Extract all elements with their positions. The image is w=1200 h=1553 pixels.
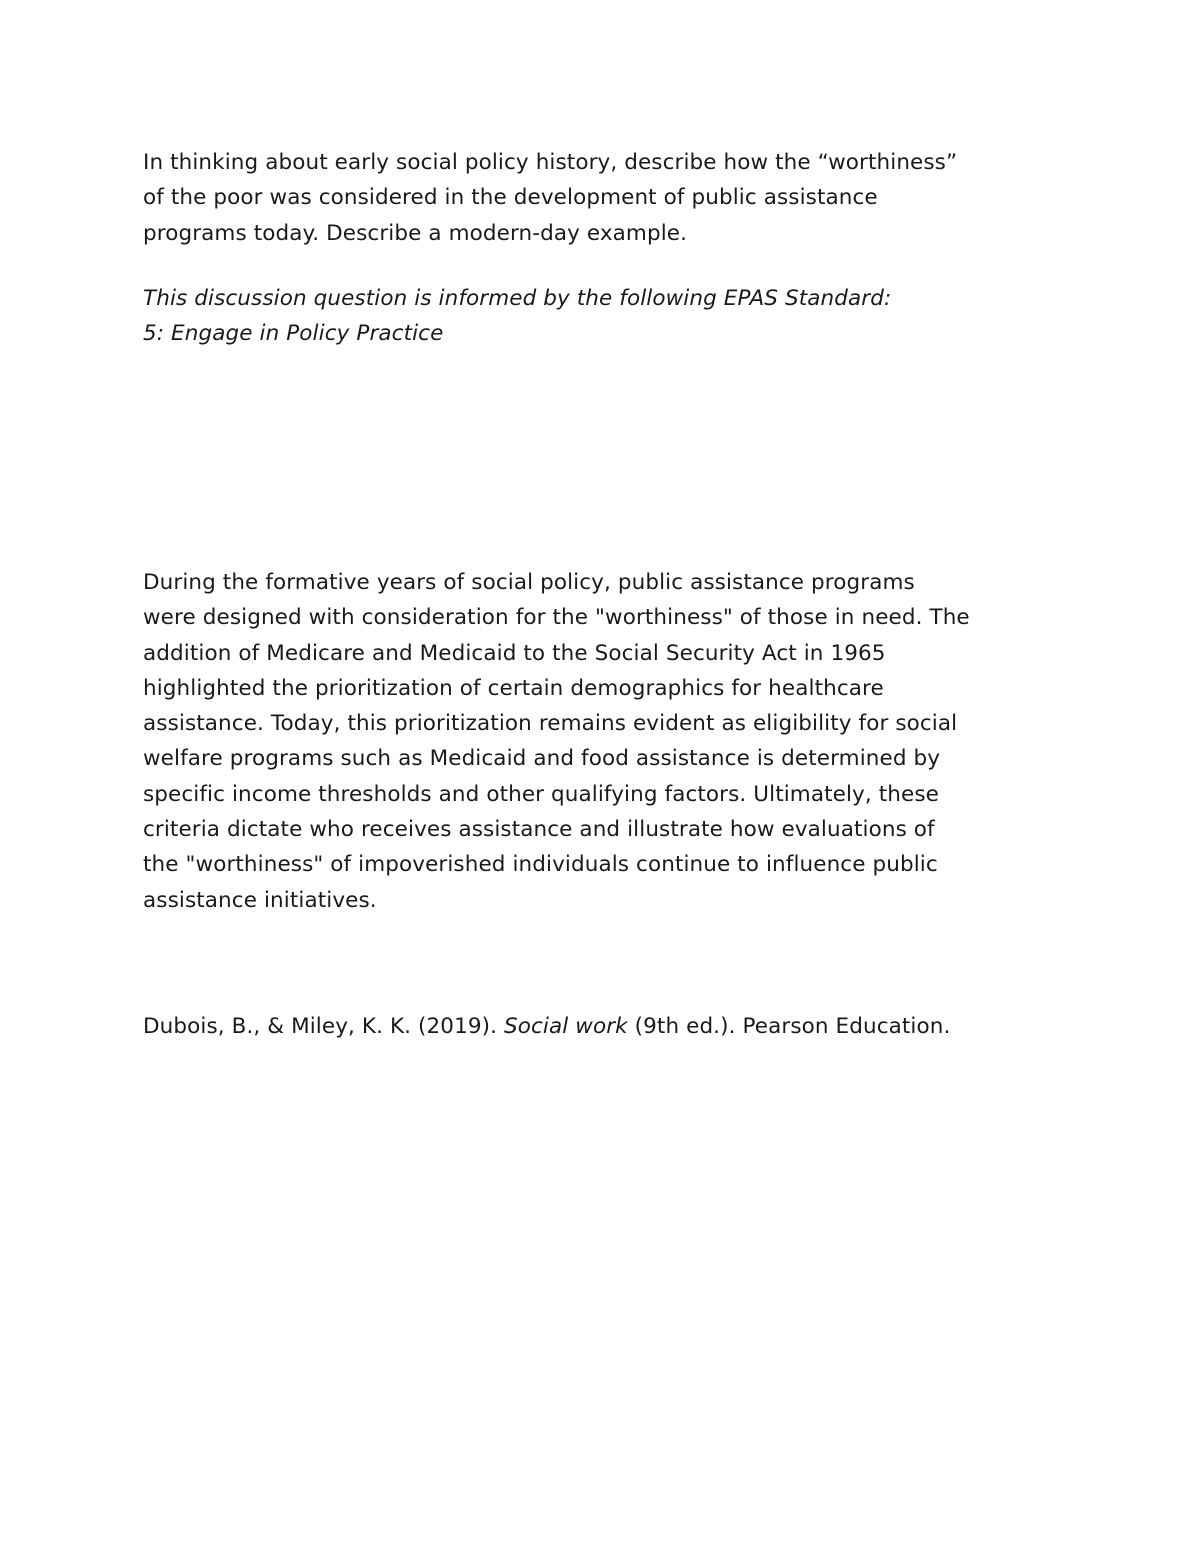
answer-line: criteria dictate who receives assistance and illustrate how evaluations of [143, 817, 935, 843]
citation-title: Social work [504, 1014, 628, 1039]
answer-paragraph [143, 565, 1073, 918]
answer-line: welfare programs such as Medicaid and food assistance is determined by [143, 746, 941, 772]
citation-line [143, 1009, 1073, 1044]
answer-line: assistance initiatives. [143, 887, 377, 913]
citation-details: (9th ed.). Pearson Education. [627, 1014, 951, 1039]
question-line: programs today. Describe a modern-day example. [143, 220, 688, 246]
question-line: of the poor was considered in the development of public assistance [143, 185, 878, 211]
reference-citation [143, 1009, 1073, 1044]
standard-line: 5: Engage in Policy Practice [143, 321, 444, 347]
answer-line: addition of Medicare and Medicaid to the Social Security Act in 1965 [143, 640, 886, 666]
discussion-question [143, 145, 1073, 251]
answer-line: During the formative years of social policy, public assistance programs [143, 570, 915, 595]
answer-line: were designed with consideration for the "worthiness" of those in need. The [143, 605, 970, 631]
epas-standard-note [143, 281, 1073, 352]
answer-line: the "worthiness" of impoverished individuals continue to influence public [143, 852, 938, 878]
answer-line: highlighted the prioritization of certain demographics for healthcare [143, 675, 884, 701]
question-line: In thinking about early social policy history, describe how the “worthiness” [143, 150, 958, 175]
standard-line: This discussion question is informed by the following EPAS Standard: [143, 286, 892, 311]
answer-line: assistance. Today, this prioritization remains evident as eligibility for social [143, 711, 958, 737]
answer-line: specific income thresholds and other qualifying factors. Ultimately, these [143, 781, 939, 807]
citation-authors: Dubois, B., & Miley, K. K. (2019). [143, 1014, 504, 1039]
